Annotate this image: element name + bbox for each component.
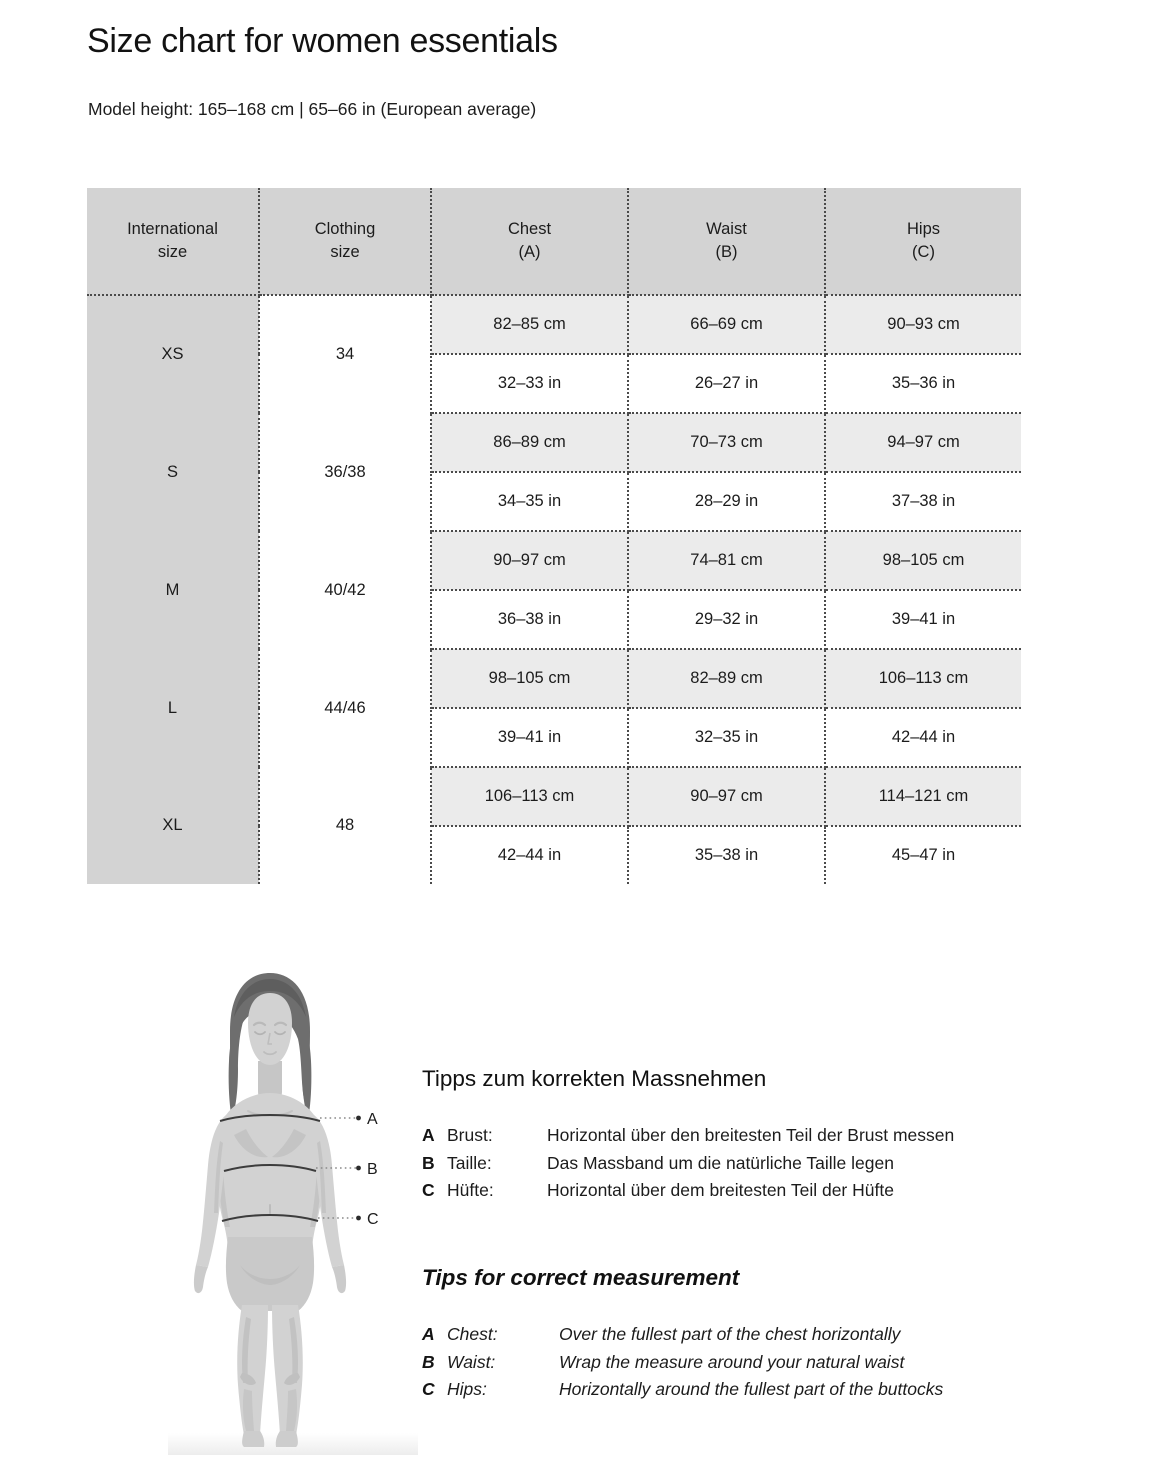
hips-shape: [226, 1237, 314, 1311]
tips-english-heading: Tips for correct measurement: [422, 1265, 740, 1290]
tip-row-taille: [422, 1150, 954, 1178]
cell-chest-cm: 106–113 cm: [431, 767, 628, 826]
cell-chest-cm: 86–89 cm: [431, 413, 628, 472]
cell-chest-in: 34–35 in: [431, 472, 628, 531]
tip-row-huefte: [422, 1177, 954, 1205]
tips-section-german: [422, 1066, 954, 1205]
tip-description: Das Massband um die natürliche Taille legen: [547, 1152, 894, 1173]
marker-dot-a: [356, 1116, 361, 1121]
cell-hips-cm: 94–97 cm: [825, 413, 1021, 472]
tip-letter: A: [422, 1324, 435, 1344]
marker-label-b: B: [367, 1161, 378, 1178]
cell-international-size: M: [87, 531, 259, 649]
header-line-1: Chest: [507, 220, 552, 239]
marker-label-c: C: [367, 1211, 379, 1228]
cell-waist-cm: 66–69 cm: [628, 295, 825, 354]
cell-chest-in: 42–44 in: [431, 826, 628, 884]
cell-international-size: L: [87, 649, 259, 767]
cell-hips-cm: 90–93 cm: [825, 295, 1021, 354]
header-line-2: (A): [518, 243, 541, 261]
cell-hips-in: 37–38 in: [825, 472, 1021, 531]
cell-clothing-size: 36/38: [259, 413, 431, 531]
head-shape: [248, 993, 292, 1065]
header-line-2: size: [157, 243, 188, 261]
cell-hips-in: 42–44 in: [825, 708, 1021, 767]
cell-chest-in: 36–38 in: [431, 590, 628, 649]
header-line-1: International: [127, 220, 218, 239]
tip-row-hips: [422, 1376, 943, 1404]
tip-description: Wrap the measure around your natural waist: [559, 1351, 905, 1372]
header-line-2: (B): [715, 243, 738, 261]
legs-shape: [237, 1305, 303, 1447]
page-title: Size chart for women essentials: [87, 22, 558, 60]
cell-waist-in: 28–29 in: [628, 472, 825, 531]
cell-international-size: XS: [87, 295, 259, 413]
tip-description: Horizontal über den breitesten Teil der Brust messen: [547, 1125, 955, 1145]
tip-row-chest: [422, 1321, 943, 1349]
tips-section-english: [422, 1265, 943, 1404]
tip-description: Horizontally around the fullest part of the buttocks: [559, 1379, 944, 1400]
torso-shape: [217, 1093, 324, 1253]
page-subtitle: Model height: 165–168 cm | 65–66 in (European average): [88, 99, 537, 119]
column-header-clothing-size: [259, 188, 431, 295]
cell-international-size: S: [87, 413, 259, 531]
cell-waist-in: 35–38 in: [628, 826, 825, 884]
table-row: [87, 531, 1021, 590]
column-header-hips: [825, 188, 1021, 295]
cell-hips-in: 39–41 in: [825, 590, 1021, 649]
marker-label-a: A: [367, 1111, 378, 1128]
tips-german-heading: Tipps zum korrekten Massnehmen: [422, 1066, 767, 1091]
column-header-international-size: [87, 188, 259, 295]
cell-hips-cm: 98–105 cm: [825, 531, 1021, 590]
header-line-1: Waist: [706, 220, 747, 239]
cell-hips-cm: 114–121 cm: [825, 767, 1021, 826]
size-chart-table: [87, 188, 1021, 884]
cell-waist-cm: 82–89 cm: [628, 649, 825, 708]
cell-waist-in: 29–32 in: [628, 590, 825, 649]
marker-dot-c: [356, 1216, 361, 1221]
tip-letter: B: [422, 1351, 435, 1372]
column-header-waist: [628, 188, 825, 295]
table-row: [87, 413, 1021, 472]
cell-international-size: XL: [87, 767, 259, 884]
tip-letter: B: [422, 1152, 435, 1173]
column-header-chest: [431, 188, 628, 295]
header-line-1: Clothing: [314, 220, 376, 239]
cell-waist-cm: 74–81 cm: [628, 531, 825, 590]
tip-row-brust: [422, 1122, 954, 1150]
cell-hips-cm: 106–113 cm: [825, 649, 1021, 708]
cell-waist-in: 26–27 in: [628, 354, 825, 413]
header-line-2: size: [330, 243, 360, 261]
tip-term: Taille:: [447, 1152, 492, 1173]
tip-term: Chest:: [447, 1324, 498, 1344]
cell-clothing-size: 44/46: [259, 649, 431, 767]
cell-waist-in: 32–35 in: [628, 708, 825, 767]
tip-term: Waist:: [447, 1351, 496, 1372]
cell-chest-in: 32–33 in: [431, 354, 628, 413]
tip-description: Horizontal über dem breitesten Teil der Hüfte: [547, 1180, 894, 1201]
marker-a: [320, 1111, 378, 1128]
tip-letter: A: [422, 1125, 435, 1145]
cell-clothing-size: 40/42: [259, 531, 431, 649]
cell-chest-in: 39–41 in: [431, 708, 628, 767]
cell-waist-cm: 70–73 cm: [628, 413, 825, 472]
cell-clothing-size: 48: [259, 767, 431, 884]
cell-chest-cm: 90–97 cm: [431, 531, 628, 590]
marker-dot-b: [356, 1166, 361, 1171]
cell-chest-cm: 98–105 cm: [431, 649, 628, 708]
female-body-figure-illustration: [168, 965, 418, 1455]
table-row: [87, 649, 1021, 708]
tip-term: Hips:: [447, 1379, 487, 1400]
tip-description: Over the fullest part of the chest horizontally: [559, 1324, 901, 1344]
header-line-1: Hips: [906, 220, 940, 239]
header-line-2: (C): [912, 243, 935, 261]
table-row: [87, 295, 1021, 354]
cell-hips-in: 35–36 in: [825, 354, 1021, 413]
cell-hips-in: 45–47 in: [825, 826, 1021, 884]
table-row: [87, 767, 1021, 826]
cell-clothing-size: 34: [259, 295, 431, 413]
tip-term: Brust:: [447, 1125, 493, 1145]
cell-waist-cm: 90–97 cm: [628, 767, 825, 826]
cell-chest-cm: 82–85 cm: [431, 295, 628, 354]
tip-letter: C: [422, 1180, 435, 1201]
tip-letter: C: [422, 1379, 435, 1400]
table-header-row: [87, 188, 1021, 295]
tip-term: Hüfte:: [447, 1180, 494, 1201]
tip-row-waist: [422, 1349, 943, 1377]
